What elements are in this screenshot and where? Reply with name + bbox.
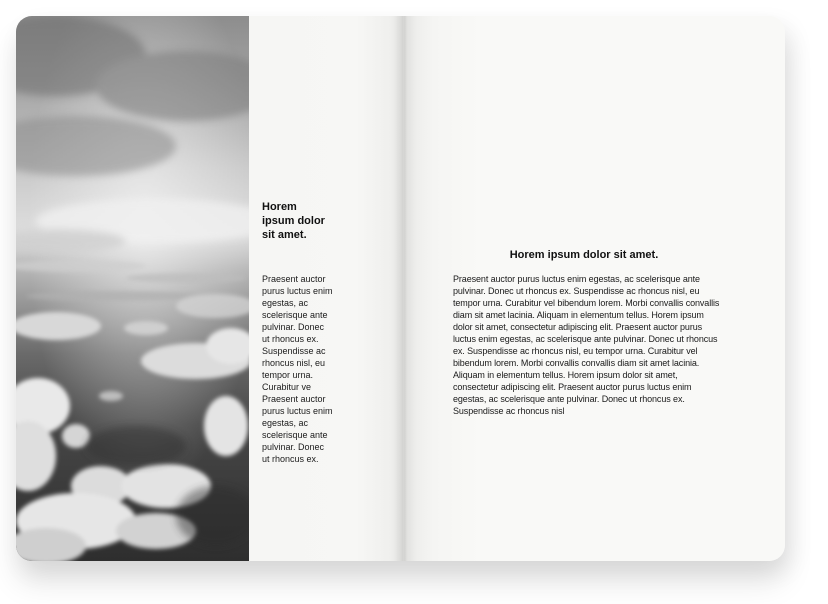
book-spine-shadow <box>394 16 416 561</box>
left-page-body: Praesent auctor purus luctus enim egestas, ac scelerisque ante pulvinar. Donec ut rhoncus ex. Suspendisse ac rhoncus nisl, eu tempor urna. Curabitur ve Praesent auctor purus luctus enim egestas, ac scelerisque ante pulvinar. Donec ut rhoncus ex. <box>262 274 333 464</box>
right-page-title: Horem ipsum dolor sit amet. <box>509 249 659 261</box>
left-page-title: Horem ipsum dolor sit amet. <box>262 201 325 241</box>
right-page-body: Praesent auctor purus luctus enim egestas, ac scelerisque ante pulvinar. Donec ut rhoncus ex. Suspendisse ac rhoncus nisl, eu tempor urna. Curabitur vel bibendum lorem. Morbi convallis convallis diam sit amet lacinia. Aliquam in elementum tellus. Horem ipsum dolor sit amet, consectetur adipiscing elit. Praesent auctor purus luctus enim egestas, ac scelerisque ante pulvinar. Donec ut rhoncus ex. Suspendisse ac rhoncus nisl, eu tempor urna. Curabitur vel bibendum lorem. Morbi convallis convallis diam sit amet lacinia. Aliquam in elementum tellus. Horem ipsum dolor sit amet, consectetur adipiscing elit. Praesent auctor purus luctus enim egestas, ac scelerisque ante pulvinar. Donec ut rhoncus ex. Suspendisse ac rhoncus nisl <box>453 274 720 416</box>
cloud-sky-photo <box>16 16 249 561</box>
